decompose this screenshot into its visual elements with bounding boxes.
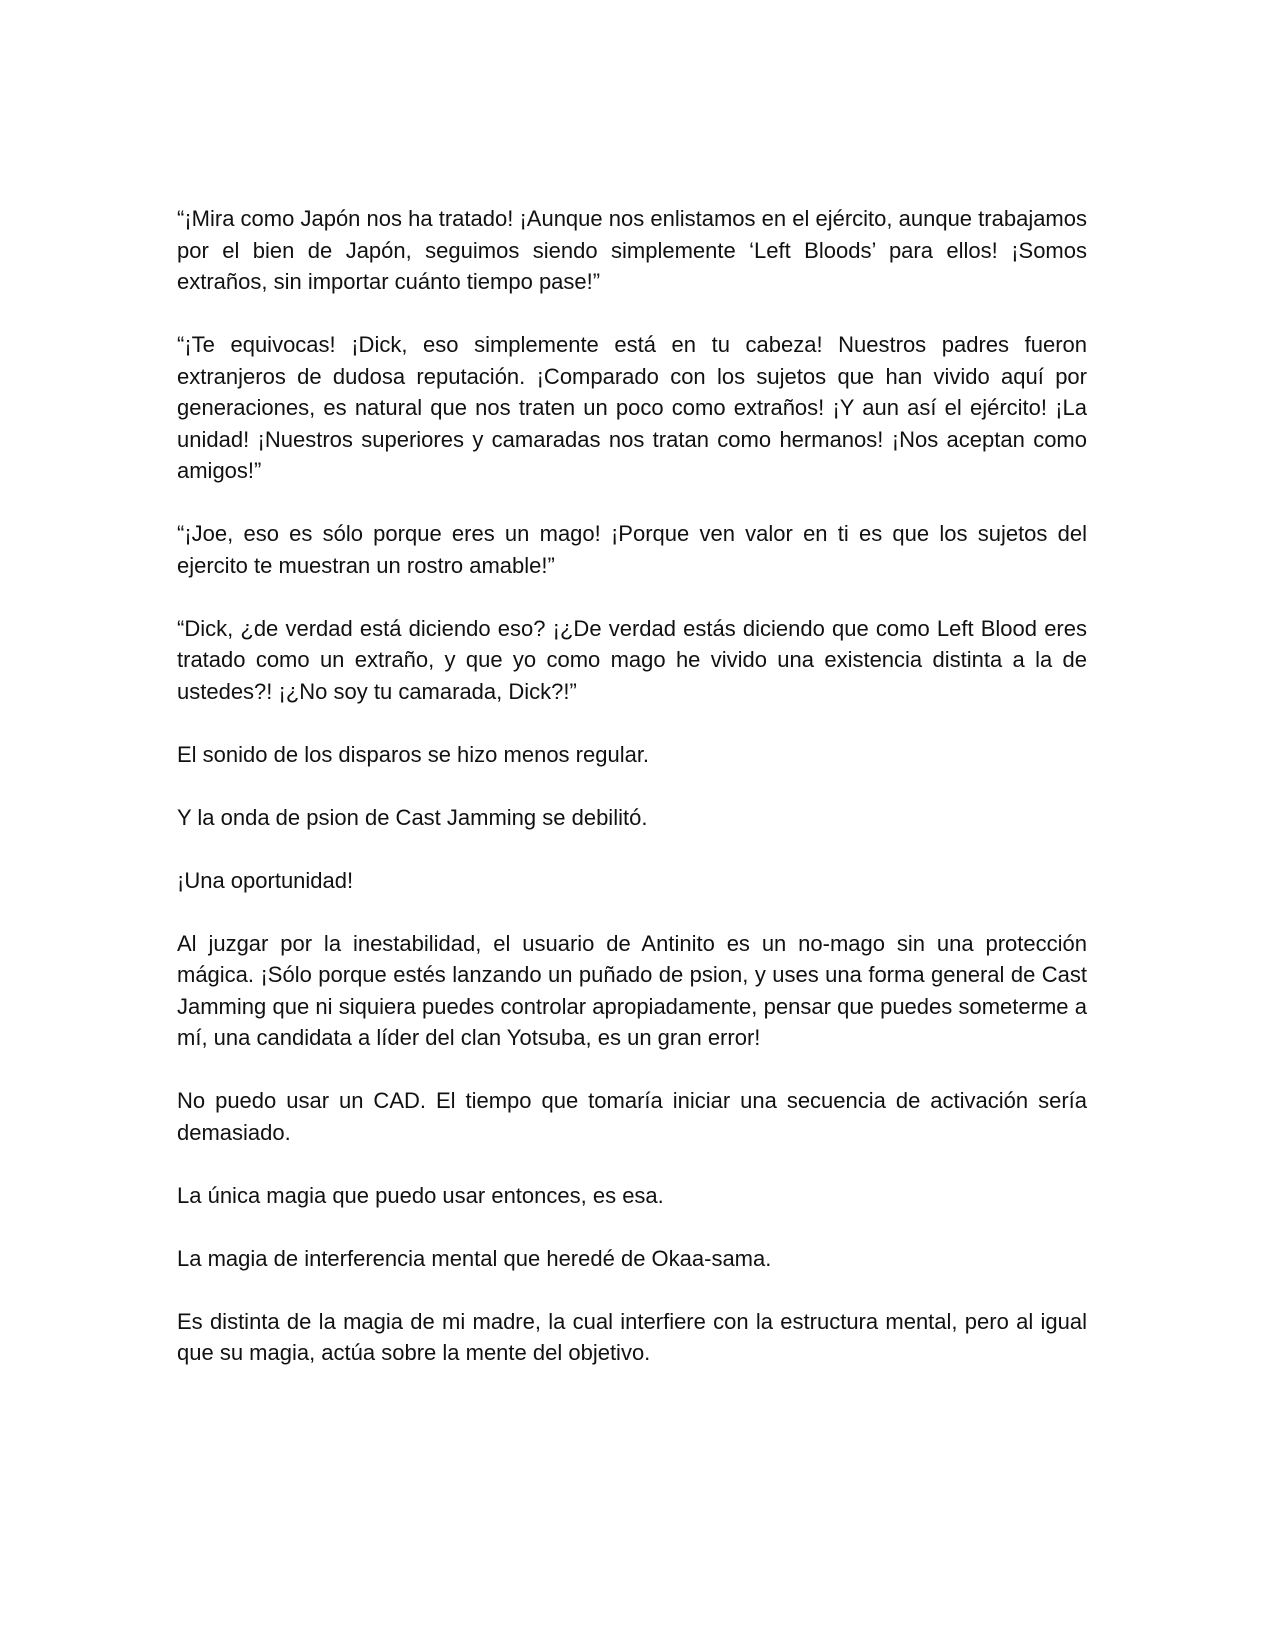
document-page — [177, 203, 1087, 1400]
paragraph-narration-5: No puedo usar un CAD. El tiempo que tomaría iniciar una secuencia de activación sería demasiado. — [177, 1088, 1087, 1145]
paragraph-narration-4: Al juzgar por la inestabilidad, el usuario de Antinito es un no-mago sin una protección mágica. ¡Sólo porque estés lanzando un puñado de psion, y uses una forma general de Cast Jamming que ni siquiera puedes controlar apropiadamente, pensar que puedes someterme a mí, una candidata a líder del clan Yotsuba, es un gran error! — [177, 930, 1087, 1050]
paragraph-dialogue-dick-2: “¡Joe, eso es sólo porque eres un mago! ¡Porque ven valor en ti es que los sujetos del ejercito te muestran un rostro amable!” — [177, 521, 1087, 578]
paragraph-narration-1: El sonido de los disparos se hizo menos regular. — [177, 741, 650, 767]
paragraph-dialogue-joe-1: “¡Te equivocas! ¡Dick, eso simplemente está en tu cabeza! Nuestros padres fueron extranjeros de dudosa reputación. ¡Comparado con los sujetos que han vivido aquí por generaciones, es natural que nos traten un poco como extraños! ¡Y aun así el ejército! ¡La unidad! ¡Nuestros superiores y camaradas nos tratan como hermanos! ¡Nos aceptan como amigos!” — [177, 332, 1087, 483]
paragraph-narration-6: La única magia que puedo usar entonces, es esa. — [177, 1182, 664, 1208]
paragraph-narration-8: Es distinta de la magia de mi madre, la cual interfiere con la estructura mental, pero al igual que su magia, actúa sobre la mente del objetivo. — [177, 1308, 1087, 1365]
paragraph-dialogue-dick-1: “¡Mira como Japón nos ha tratado! ¡Aunque nos enlistamos en el ejército, aunque trabajamos por el bien de Japón, seguimos siendo simplemente ‘Left Bloods’ para ellos! ¡Somos extraños, sin importar cuánto tiempo pase!” — [177, 206, 1087, 294]
paragraph-narration-7: La magia de interferencia mental que heredé de Okaa-sama. — [177, 1245, 772, 1271]
paragraph-dialogue-joe-2: “Dick, ¿de verdad está diciendo eso? ¡¿De verdad estás diciendo que como Left Blood eres tratado como un extraño, y que yo como mago he vivido una existencia distinta a la de ustedes?! ¡¿No soy tu camarada, Dick?!” — [177, 615, 1087, 704]
paragraph-narration-2: Y la onda de psion de Cast Jamming se debilitó. — [177, 804, 648, 830]
paragraph-narration-3: ¡Una oportunidad! — [177, 867, 354, 893]
